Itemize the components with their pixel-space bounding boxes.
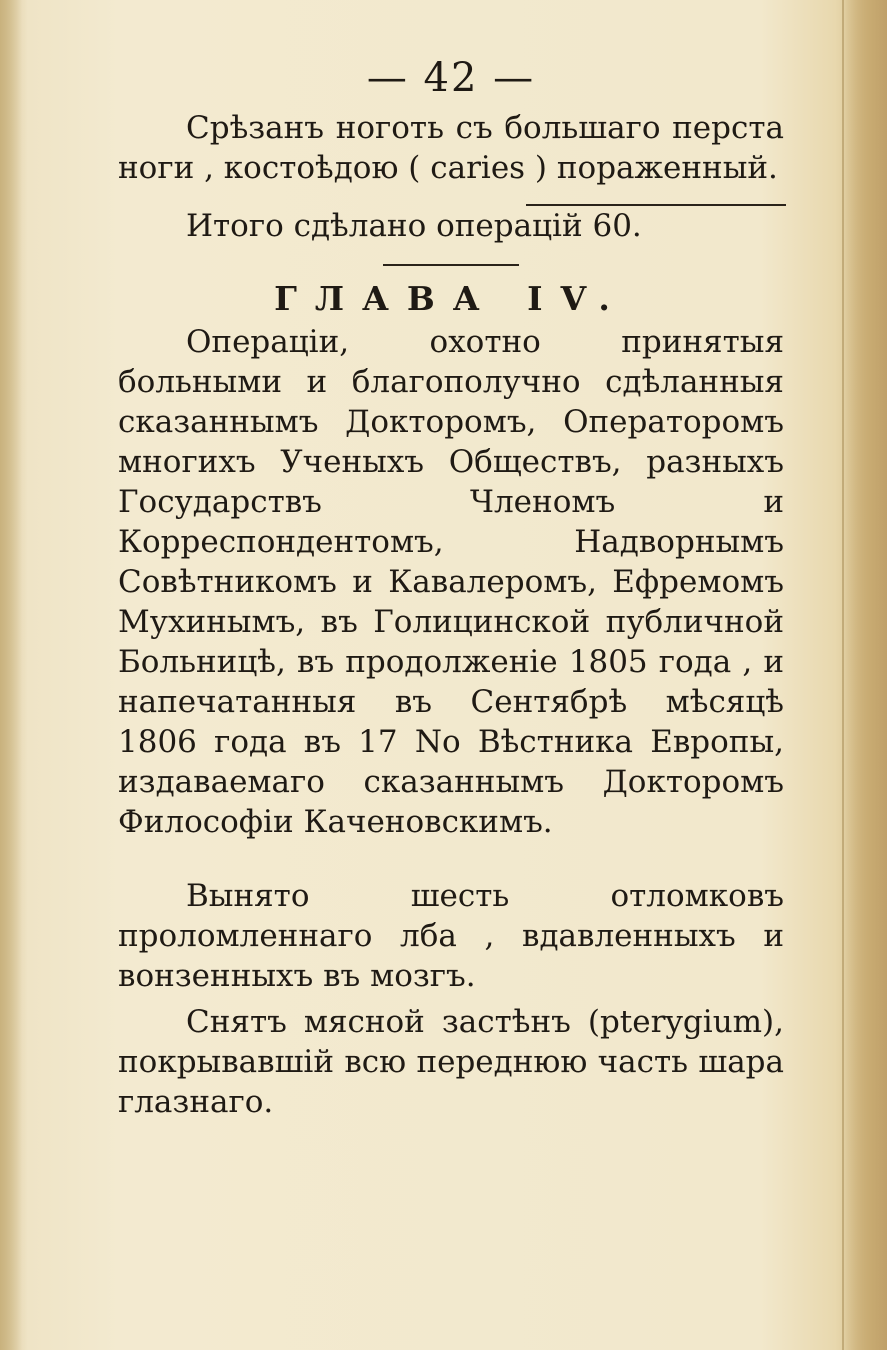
chapter-heading: ГЛАВА IV. [274,279,628,318]
chapter-rule [383,264,519,266]
paragraph-toenail: Срѣзанъ ноготь съ большаго перста ноги , костоѣдою ( caries ) пораженный. [118,110,784,186]
paragraph-gap [118,842,784,876]
page-text-block [118,52,784,1122]
page-edge [843,0,887,1350]
operations-total: Итого сдѣлано операцій 60. [186,208,642,244]
paragraph-pterygium: Снятъ мясной застѣнъ (pterygium), покрывавшій всю переднюю часть шара глазнаго. [118,1004,784,1120]
page-fold-line [842,0,844,1350]
page-gutter-shadow [0,0,22,1350]
page-number: — 42 — [366,55,536,101]
paragraph-fragments: Вынято шесть отломковъ проломленнаго лба , вдавленныхъ и вонзенныхъ въ мозгъ. [118,878,784,994]
paragraph-chapter-intro: Операціи, охотно принятыя больными и благополучно сдѣланныя сказаннымъ Докторомъ, Операторомъ многихъ Ученыхъ Обществъ, разныхъ Государствъ Членомъ и Корреспондентомъ, Надворнымъ Совѣтникомъ и Кавалеромъ, Ефремомъ Мухинымъ, въ Голицинской публичной Больницѣ, въ продолженіе 1805 года , и напечатанныя въ Сентябрѣ мѣсяцѣ 1806 года въ 17 No Вѣстника Европы, издаваемаго сказаннымъ Докторомъ Философіи Каченовскимъ. [118,324,784,840]
